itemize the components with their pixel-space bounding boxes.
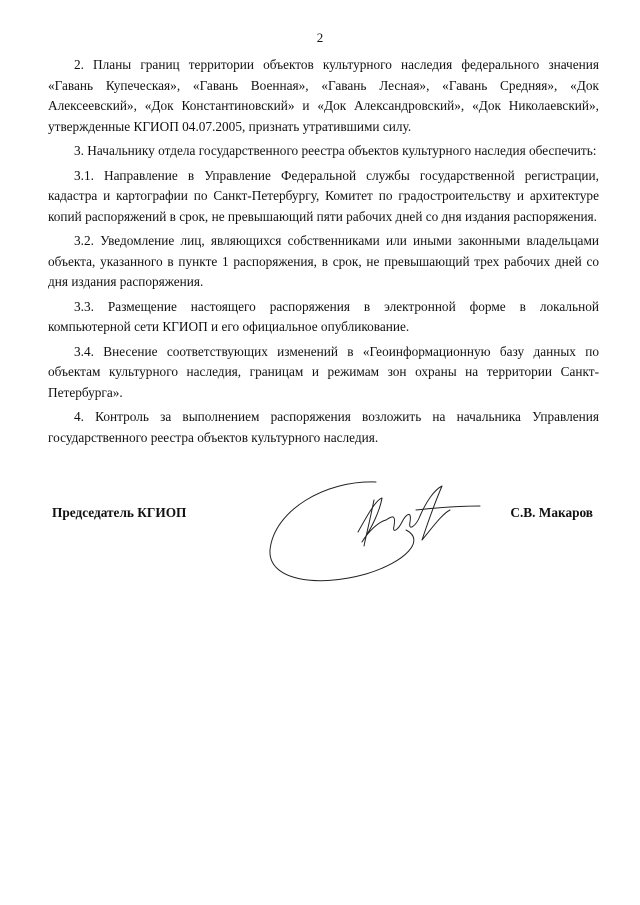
handwritten-signature: [256, 470, 486, 590]
signer-title: Председатель КГИОП: [52, 505, 187, 520]
paragraph-4: 4. Контроль за выполнением распоряжения возложить на начальника Управления государственного реестра объектов культурного наследия.: [48, 409, 599, 445]
page-number: 2: [316, 30, 324, 45]
paragraph-2: 2. Планы границ территории объектов культурного наследия федерального значения «Гавань Купеческая», «Гавань Военная», «Гавань Лесная», «Гавань Средняя», «Док Алексеевский», «Док Константиновский» и «Док Александровский», «Док Николаевский», утвержденные КГИОП 04.07.2005, признать утратившими силу.: [48, 57, 599, 134]
paragraph-3-1: 3.1. Направление в Управление Федеральной службы государственной регистрации, кадастра и картографии по Санкт-Петербургу, Комитет по градостроительству и архитектуре копий распоряжений в срок, не превышающий пяти рабочих дней со дня издания распоряжения.: [48, 167, 599, 224]
paragraph-3-2: 3.2. Уведомление лиц, являющихся собственниками или иными законными владельцами объекта, указанного в пункте 1 распоряжения, в срок, не превышающий трех рабочих дней со дня издания распоряжения.: [48, 233, 599, 289]
signer-name: С.В. Макаров: [510, 505, 593, 520]
document-body: [48, 55, 599, 452]
signature-block: [48, 470, 599, 590]
paragraph-3: 3. Начальнику отдела государственного реестра объектов культурного наследия обеспечить:: [74, 143, 597, 158]
paragraph-3-4: 3.4. Внесение соответствующих изменений в «Геоинформационную базу данных по объектам культурного наследия, границам и режимам зон охраны на территории Санкт-Петербурга».: [48, 343, 599, 400]
paragraph-3-3: 3.3. Размещение настоящего распоряжения в электронной форме в локальной компьютерной сети КГИОП и его официальное опубликование.: [48, 298, 599, 334]
